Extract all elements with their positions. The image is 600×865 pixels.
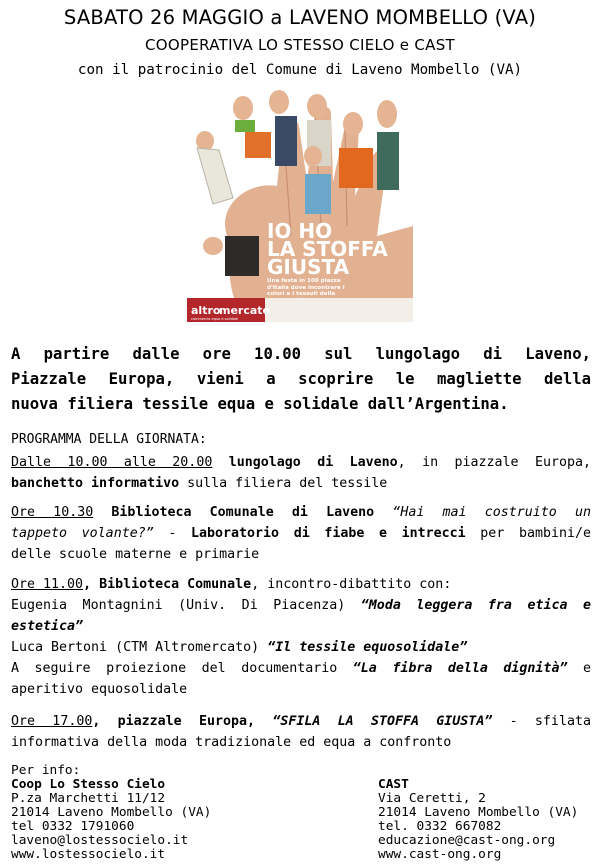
intro-line-2: Piazzale Europa, vieni a scoprire le magliette della xyxy=(11,370,591,388)
organizers: COOPERATIVA LO STESSO CIELO e CAST xyxy=(144,36,455,54)
intro-paragraph xyxy=(11,342,591,417)
item3-follow: A seguire proiezione del documentario xyxy=(11,661,353,676)
item2-dash: - xyxy=(153,526,191,541)
item4-show: “SFILA LA STOFFA GIUSTA” xyxy=(272,714,493,729)
left-contact-email[interactable]: laveno@lostessocielo.it xyxy=(11,833,189,848)
contacts-left xyxy=(11,764,211,862)
item3-place: , Biblioteca Comunale xyxy=(83,577,252,592)
right-contact-address: Via Ceretti, 2 xyxy=(378,791,486,806)
patronage: con il patrocinio del Comune di Laveno Mombello (VA) xyxy=(77,62,523,78)
item2-title-b: tappeto volante?” xyxy=(11,526,154,541)
item3-time: Ore 11.00 xyxy=(11,577,84,592)
brand-logo-part2: mercato xyxy=(219,304,271,317)
left-contact-phone: tel 0332 1791060 xyxy=(11,819,135,834)
item3-talk-1a: “Moda leggera fra etica e xyxy=(360,598,591,613)
contacts-right xyxy=(378,778,578,862)
programme-title: PROGRAMMA DELLA GIORNATA: xyxy=(11,432,207,447)
item4-time: Ore 17.00 xyxy=(11,714,93,729)
item2-place: Biblioteca Comunale di Laveno xyxy=(111,505,375,520)
left-contact-address: P.za Marchetti 11/12 xyxy=(11,791,166,806)
item1-place: lungolago di Laveno xyxy=(228,455,398,470)
contacts-label: Per info: xyxy=(11,763,81,778)
item3-aperitivo: aperitivo equosolidale xyxy=(11,682,188,697)
right-contact-city: 21014 Laveno Mombello (VA) xyxy=(378,805,579,820)
item3-speaker-1: Eugenia Montagnini (Univ. Di Piacenza) xyxy=(11,598,361,613)
brand-logo-part1: altro xyxy=(191,304,221,317)
left-contact-website[interactable]: www.lostessocielo.it xyxy=(11,847,166,862)
poster-tagline: Una festa in 100 piazze d'Italia dove incontrare i colori e i tessuti della xyxy=(267,278,345,298)
item4-text-2: informativa della moda tradizionale ed equa a confronto xyxy=(11,735,452,750)
poster-headline-3: GIUSTA xyxy=(267,255,350,279)
right-contact-email[interactable]: educazione@cast-ong.org xyxy=(378,833,556,848)
item3-talk-1b: estetica” xyxy=(11,619,84,634)
item3-follow-b: e xyxy=(567,661,591,676)
event-title: SABATO 26 MAGGIO a LAVENO MOMBELLO (VA) xyxy=(63,6,537,29)
right-contact-name: CAST xyxy=(378,777,409,792)
left-contact-name: Coop Lo Stesso Cielo xyxy=(11,777,166,792)
right-contact-website[interactable]: www.cast-ong.org xyxy=(378,847,502,862)
item2-time: Ore 10.30 xyxy=(11,505,94,520)
item1-detail: sulla filiera del tessile xyxy=(179,476,388,491)
left-contact-city: 21014 Laveno Mombello (VA) xyxy=(11,805,212,820)
brand-subtitle: commercio equo e solidale xyxy=(191,317,239,321)
item1-text: , in piazzale Europa, xyxy=(397,455,591,470)
item3-speaker-2: Luca Bertoni (CTM Altromercato) xyxy=(11,640,268,655)
programme-item-4 xyxy=(11,711,591,753)
item1-highlight: banchetto informativo xyxy=(11,476,180,491)
poster-headline-1: IO HO xyxy=(267,219,333,243)
programme-item-1 xyxy=(11,452,591,494)
item4-place: , piazzale Europa, xyxy=(92,714,256,729)
item1-time: Dalle 10.00 alle 20.00 xyxy=(11,455,213,470)
programme-item-3 xyxy=(11,574,591,700)
item2-activity: Laboratorio di fiabe e intrecci xyxy=(191,526,466,541)
item3-talk-2: “Il tessile equosolidale” xyxy=(267,640,468,655)
item3-text: , incontro-dibattito con: xyxy=(251,577,452,592)
item3-film: “La fibra della dignità” xyxy=(352,661,568,676)
item2-audience: per bambini/e xyxy=(465,526,591,541)
programme-item-2 xyxy=(11,502,591,565)
item2-title-a: “Hai mai costruito un xyxy=(392,505,591,520)
item2-audience-2: delle scuole materne e primarie xyxy=(11,547,260,562)
intro-line-3: nuova filiera tessile equa e solidale dall’Argentina. xyxy=(11,395,509,413)
campaign-poster xyxy=(187,86,413,322)
item4-text: - sfilata xyxy=(492,714,591,729)
intro-line-1: A partire dalle ore 10.00 sul lungolago di Laveno, xyxy=(11,345,591,363)
poster-illustration xyxy=(187,86,413,322)
poster-headline-2: LA STOFFA xyxy=(267,237,388,261)
right-contact-phone: tel. 0332 667082 xyxy=(378,819,502,834)
